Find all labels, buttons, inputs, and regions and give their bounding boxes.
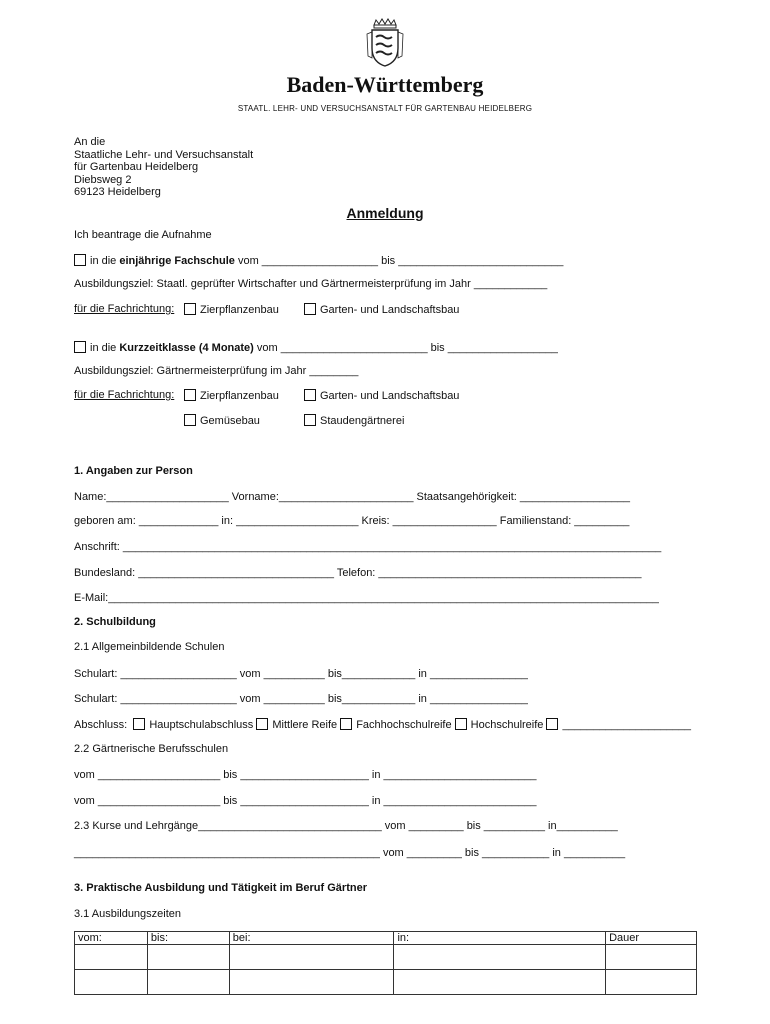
institute-name: STAATL. LEHR- UND VERSUCHSANSTALT FÜR GARTENBAU HEIDELBERG [237, 104, 533, 113]
address-line: für Gartenbau Heidelberg [74, 161, 199, 173]
subsection-allgemein: 2.1 Allgemeinbildende Schulen [74, 641, 225, 653]
table-cell[interactable] [229, 945, 394, 970]
table-row [75, 945, 697, 970]
kurse-row[interactable]: __________________________________________________ vom _________ bis ___________ in __________ [74, 847, 626, 859]
person-name-row[interactable]: Name:____________________ Vorname:______________________ Staatsangehörigkeit: __________________ [74, 491, 630, 503]
zierpflanzenbau-checkbox[interactable] [184, 303, 196, 315]
ausbildungszeiten-table [74, 931, 697, 995]
fachschule-row: in die einjährige Fachschule vom ___________________ bis ___________________________ [74, 254, 563, 267]
table-cell[interactable] [394, 945, 606, 970]
kurzzeit-ziel: Ausbildungsziel: Gärtnermeisterprüfung im Jahr ________ [74, 365, 359, 377]
abschluss-row: Abschluss: Hauptschulabschluss Mittlere Reife Fachhochschulreife Hochschulreife _____________________ [74, 719, 691, 731]
state-name: Baden-Württemberg [286, 72, 484, 97]
address-line: Diebsweg 2 [74, 173, 132, 186]
table-header-row [75, 932, 697, 945]
gemuesebau-checkbox[interactable] [184, 414, 196, 426]
section-heading-person: 1. Angaben zur Person [74, 465, 193, 477]
table-cell[interactable] [147, 970, 229, 995]
section-heading-schule: 2. Schulbildung [74, 616, 156, 628]
galabau-checkbox[interactable] [304, 389, 316, 401]
table-cell[interactable] [147, 945, 229, 970]
intro-text: Ich beantrage die Aufnahme [74, 229, 212, 241]
table-cell[interactable] [229, 970, 394, 995]
address-line: 69123 Heidelberg [74, 186, 161, 198]
recipient-address [74, 136, 253, 199]
kurse-row[interactable]: 2.3 Kurse und Lehrgänge______________________________ vom _________ bis __________ in__________ [74, 820, 618, 832]
table-row [75, 970, 697, 995]
column-header-bei: bei: [229, 932, 394, 945]
fachschule-zierpflanzenbau-option[interactable]: Zierpflanzenbau [184, 303, 279, 316]
column-header-bis: bis: [147, 932, 229, 945]
kurzzeit-staudengaertnerei-option[interactable]: Staudengärtnerei [304, 414, 404, 427]
fachschule-galabau-option[interactable]: Garten- und Landschaftsbau [304, 303, 459, 316]
column-header-in: in: [394, 932, 606, 945]
fachschule-richtung-label: für die Fachrichtung: [74, 303, 175, 315]
table-cell[interactable] [394, 970, 606, 995]
other-abschluss-checkbox[interactable] [546, 718, 558, 730]
hochschulreife-checkbox[interactable] [455, 718, 467, 730]
person-email-row[interactable]: E-Mail:__________________________________________________________________________________________ [74, 592, 659, 604]
coat-of-arms-icon [366, 18, 404, 68]
column-header-vom: vom: [75, 932, 148, 945]
kurzzeit-row: in die Kurzzeitklasse (4 Monate) vom ________________________ bis __________________ [74, 341, 558, 354]
berufsschule-row[interactable]: vom ____________________ bis _____________________ in _________________________ [74, 769, 537, 781]
subsection-berufsschulen: 2.2 Gärtnerische Berufsschulen [74, 743, 229, 755]
kurzzeit-checkbox[interactable] [74, 341, 86, 353]
table-cell[interactable] [75, 945, 148, 970]
address-line: Staatliche Lehr- und Versuchsanstalt [74, 148, 254, 161]
fachschule-label: einjährige Fachschule [119, 255, 235, 267]
table-cell[interactable] [75, 970, 148, 995]
hauptschulabschluss-checkbox[interactable] [133, 718, 145, 730]
schulart-row[interactable]: Schulart: ___________________ vom __________ bis____________ in ________________ [74, 668, 528, 680]
person-state-phone-row[interactable]: Bundesland: ________________________________ Telefon: ___________________________________________ [74, 567, 642, 579]
form-title: Anmeldung [346, 205, 424, 221]
person-address-row[interactable]: Anschrift: ________________________________________________________________________________________ [74, 541, 662, 553]
address-line: An die [74, 136, 106, 148]
kurzzeit-richtung-label: für die Fachrichtung: [74, 389, 175, 401]
fachhochschulreife-checkbox[interactable] [340, 718, 352, 730]
kurzzeit-zierpflanzenbau-option[interactable]: Zierpflanzenbau [184, 389, 279, 402]
fachschule-checkbox[interactable] [74, 254, 86, 266]
zierpflanzenbau-checkbox[interactable] [184, 389, 196, 401]
fachschule-ziel: Ausbildungsziel: Staatl. geprüfter Wirtschafter und Gärtnermeisterprüfung im Jahr ____________ [74, 278, 548, 290]
table-cell[interactable] [606, 945, 697, 970]
kurzzeit-dates[interactable]: vom ________________________ bis __________________ [253, 342, 558, 354]
section-heading-praxis: 3. Praktische Ausbildung und Tätigkeit im Beruf Gärtner [74, 882, 367, 894]
subsection-ausbildungszeiten: 3.1 Ausbildungszeiten [74, 908, 182, 920]
column-header-dauer: Dauer [606, 932, 697, 945]
kurzzeit-label: Kurzzeitklasse (4 Monate) [119, 342, 254, 354]
kurzzeit-gemuesebau-option[interactable]: Gemüsebau [184, 414, 260, 427]
table-cell[interactable] [606, 970, 697, 995]
staudengaertnerei-checkbox[interactable] [304, 414, 316, 426]
other-abschluss-blank[interactable]: _____________________ [562, 719, 691, 731]
person-birth-row[interactable]: geboren am: _____________ in: ____________________ Kreis: _________________ Familienstand: _________ [74, 515, 630, 527]
kurzzeit-galabau-option[interactable]: Garten- und Landschaftsbau [304, 389, 459, 402]
fachschule-dates[interactable]: vom ___________________ bis ___________________________ [234, 255, 564, 267]
berufsschule-row[interactable]: vom ____________________ bis _____________________ in _________________________ [74, 795, 537, 807]
schulart-row[interactable]: Schulart: ___________________ vom __________ bis____________ in ________________ [74, 693, 528, 705]
galabau-checkbox[interactable] [304, 303, 316, 315]
mittlere-reife-checkbox[interactable] [256, 718, 268, 730]
